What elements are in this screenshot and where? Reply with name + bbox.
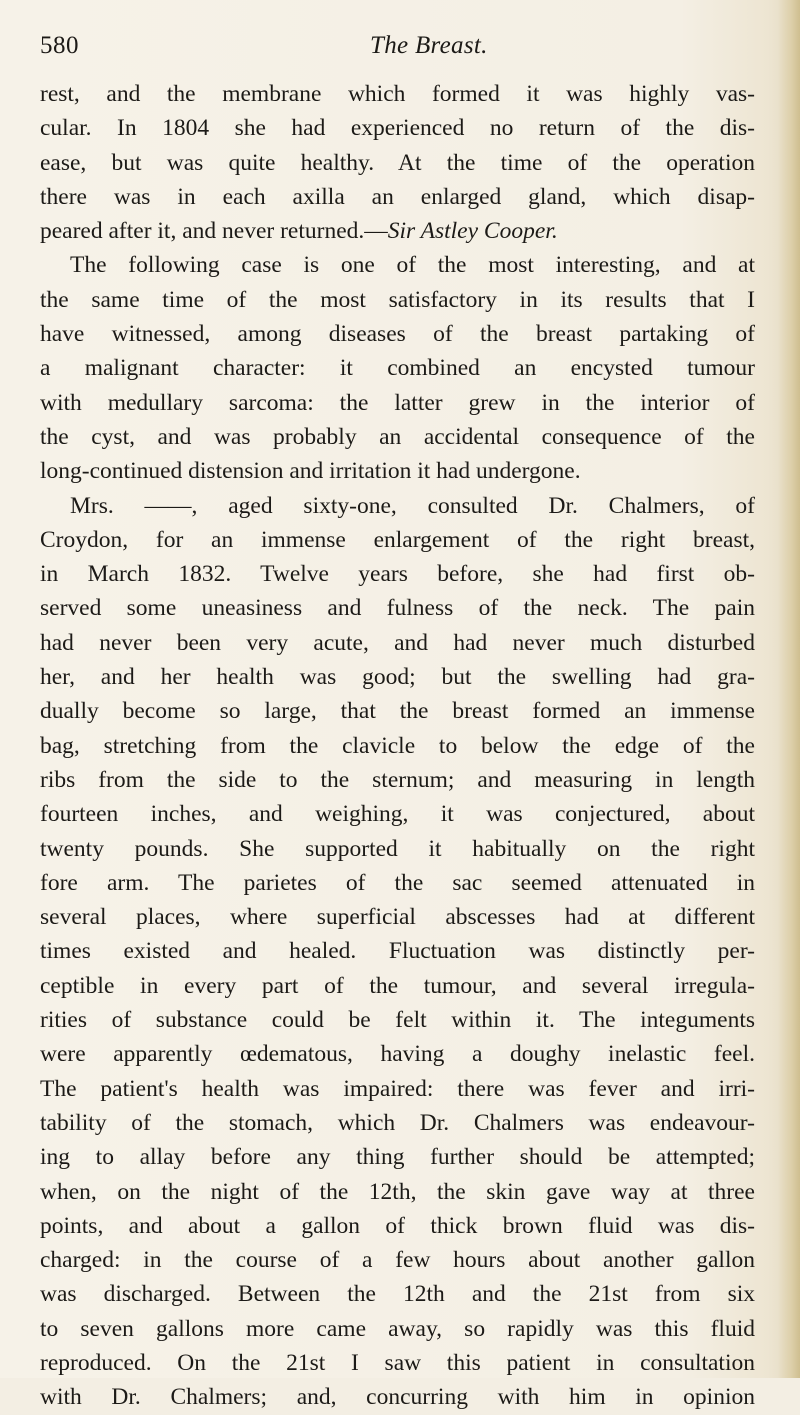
page-header (40, 32, 760, 72)
attribution: Sir Astley Cooper. (387, 218, 558, 245)
text-line: ribs from the side to the sternum; and measuring in length (40, 766, 755, 793)
text-line: several places, where superficial abscesses had at different (40, 904, 755, 931)
text-line: tability of the stomach, which Dr. Chalmers was endeavour- (40, 1109, 755, 1136)
paragraph-start: The following case is one of the most interesting, and at (70, 252, 755, 279)
text-line: twenty pounds. She supported it habitually on the right (40, 835, 755, 862)
paragraph-start: Mrs. ——, aged sixty-one, consulted Dr. Chalmers, of (70, 492, 755, 519)
page-edge-shadow (778, 0, 800, 1378)
text-line: cular. In 1804 she had experienced no return of the dis- (40, 115, 755, 142)
text-line: served some uneasiness and fulness of the neck. The pain (40, 595, 755, 622)
text-line: rities of substance could be felt within it. The integuments (40, 1007, 755, 1034)
text-line: with Dr. Chalmers; and, concurring with him in opinion (40, 1384, 755, 1411)
body-text (40, 77, 755, 1415)
text-line: a malignant character: it combined an encysted tumour (40, 355, 755, 382)
text-line: dually become so large, that the breast formed an immense (40, 698, 755, 725)
text-line: when, on the night of the 12th, the skin gave way at three (40, 1178, 755, 1205)
text-line: rest, and the membrane which formed it was highly vas- (40, 81, 755, 107)
text-line: to seven gallons more came away, so rapidly was this fluid (40, 1315, 755, 1342)
text-line: times existed and healed. Fluctuation was distinctly per- (40, 938, 755, 965)
text-segment: peared after it, and never returned.— (40, 218, 388, 245)
text-line: Croydon, for an immense enlargement of the right breast, (40, 526, 755, 553)
text-line: ceptible in every part of the tumour, and several irregula- (40, 972, 755, 999)
text-line: was discharged. Between the 12th and the 21st from six (40, 1281, 755, 1308)
text-line: points, and about a gallon of thick brown fluid was dis- (40, 1212, 755, 1239)
text-line: with medullary sarcoma: the latter grew in the interior of (40, 389, 755, 416)
page-number: 580 (40, 32, 79, 59)
text-line: had never been very acute, and had never much disturbed (40, 629, 755, 656)
text-line: in March 1832. Twelve years before, she had first ob- (40, 561, 755, 588)
text-line: the same time of the most satisfactory in its results that I (40, 286, 755, 313)
text-line: fore arm. The parietes of the sac seemed attenuated in (40, 869, 755, 896)
text-line: fourteen inches, and weighing, it was conjectured, about (40, 801, 755, 828)
text-line: ease, but was quite healthy. At the time of the operation (40, 149, 755, 176)
text-line: there was in each axilla an enlarged gland, which disap- (40, 183, 755, 210)
paragraph-end: long-continued distension and irritation it had undergone. (40, 458, 581, 485)
text-line: have witnessed, among diseases of the breast partaking of (40, 321, 755, 348)
text-line: were apparently œdematous, having a doughy inelastic feel. (40, 1041, 755, 1068)
text-line: the cyst, and was probably an accidental consequence of the (40, 423, 755, 450)
text-line: reproduced. On the 21st I saw this patient in consultation (40, 1349, 755, 1376)
running-title: The Breast. (370, 32, 488, 59)
text-line: The patient's health was impaired: there was fever and irri- (40, 1075, 755, 1102)
text-line: ing to allay before any thing further should be attempted; (40, 1144, 755, 1171)
text-line (40, 214, 755, 248)
text-line: bag, stretching from the clavicle to below the edge of the (40, 732, 755, 759)
text-line: her, and her health was good; but the swelling had gra- (40, 664, 755, 691)
text-line: charged: in the course of a few hours about another gallon (40, 1247, 755, 1274)
